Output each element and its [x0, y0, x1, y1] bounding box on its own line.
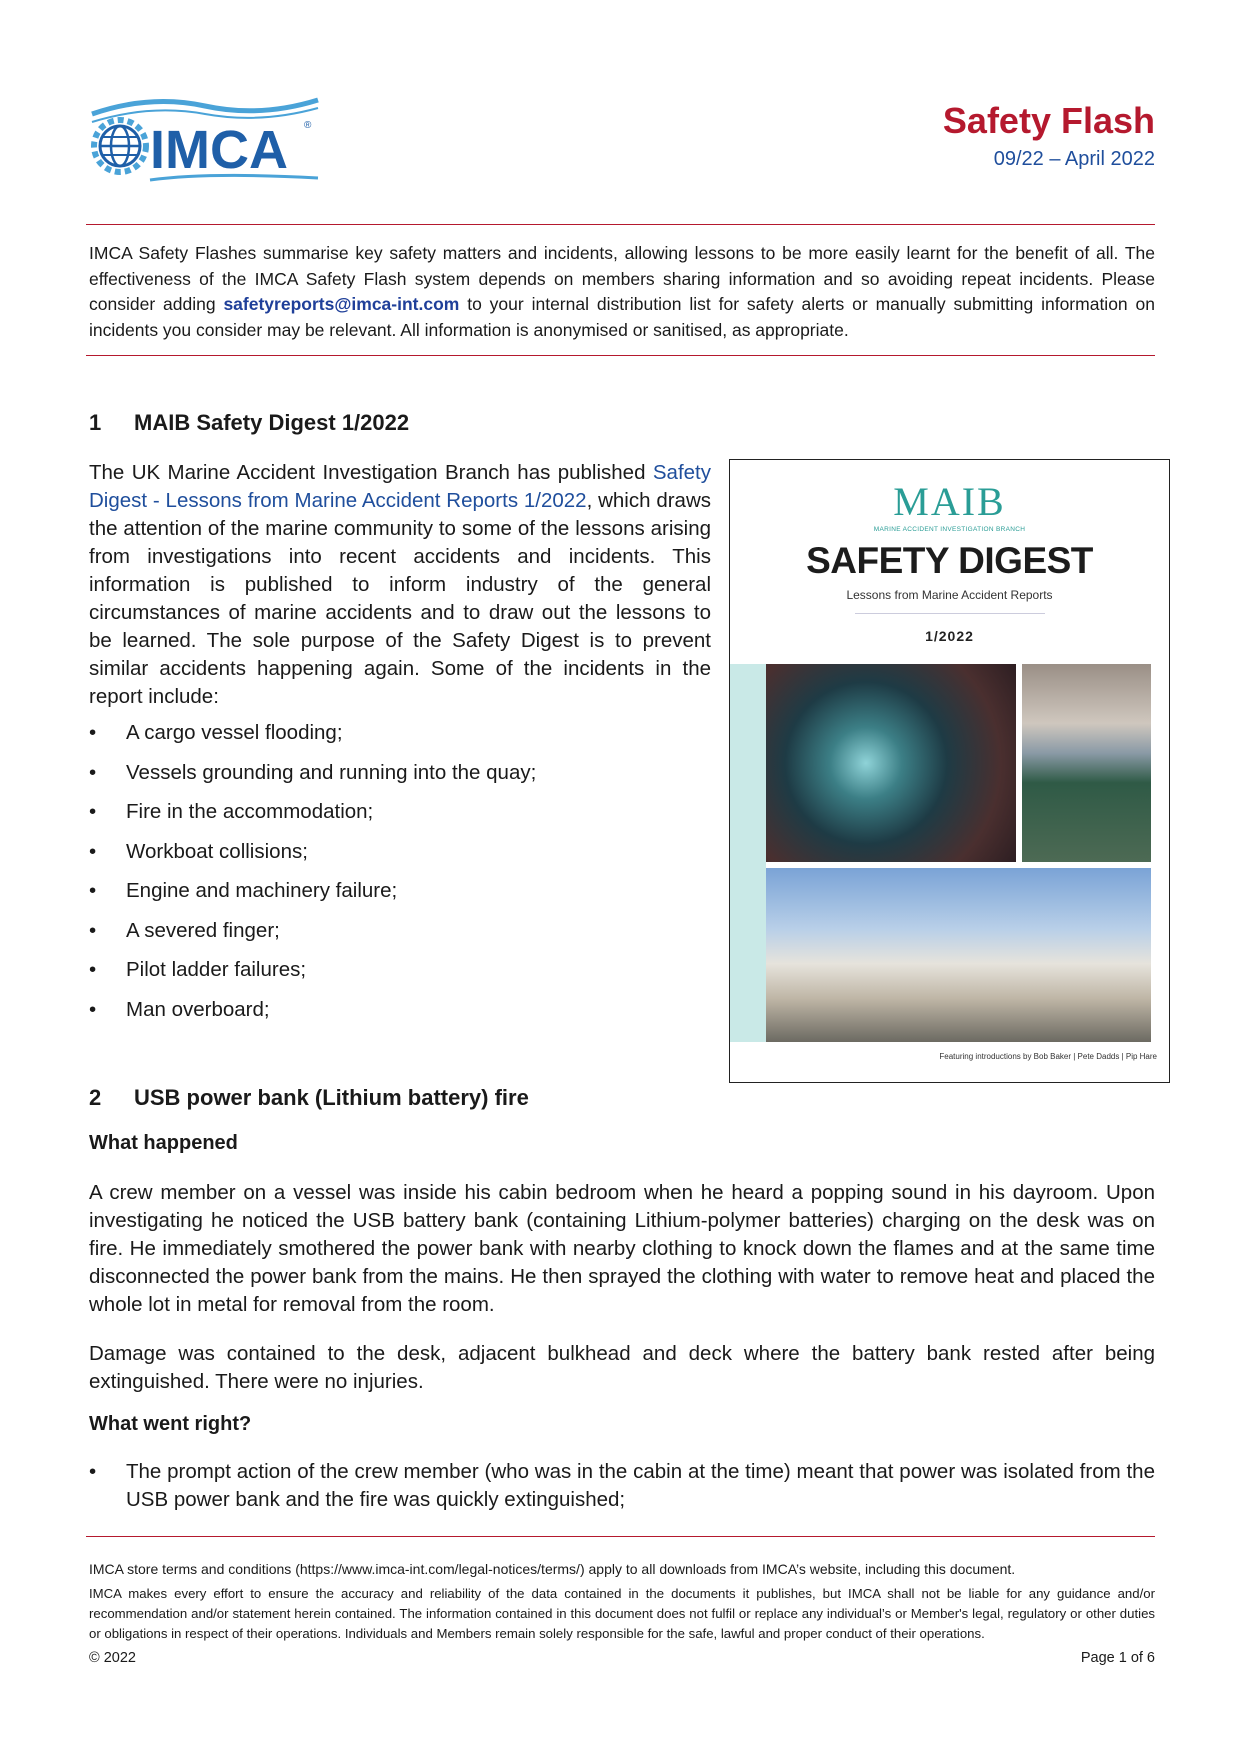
imca-logo	[90, 92, 320, 188]
safety-digest-link[interactable]: Safety Digest - Lessons from Marine Accident Reports 1/2022	[89, 461, 711, 512]
section1-paragraph: The UK Marine Accident Investigation Branch has published Safety Digest - Lessons from Marine Accident Reports 1/2022, which draws the attention of the marine community to some of the lessons arising from investigations into recent accidents and incidents. This information is published to inform industry of the general circumstances of marine accidents and to draw out the lessons to be learned. The sole purpose of the Safety Digest is to prevent similar accidents happening again. Some of the incidents in the report include:	[89, 461, 712, 708]
cover-issue: 1/2022	[925, 628, 974, 644]
list-item: • A cargo vessel flooding;	[89, 719, 536, 759]
cover-subtitle: Lessons from Marine Accident Reports	[846, 588, 1053, 602]
list-item: • A severed finger;	[89, 917, 536, 957]
document-title: Safety Flash	[942, 100, 1155, 141]
list-item: • Pilot ladder failures;	[89, 956, 536, 996]
cover-title: SAFETY DIGEST	[806, 540, 1093, 581]
footer-rule	[86, 1536, 1155, 1537]
cover-teal-strip	[730, 664, 766, 1042]
list-item: • Vessels grounding and running into the quay;	[89, 759, 536, 799]
what-happened-heading: What happened	[89, 1132, 238, 1154]
footer-terms: IMCA store terms and conditions (https://www.imca-int.com/legal-notices/terms/) apply to all downloads from IMCA’s website, including this document.	[89, 1561, 1016, 1577]
cover-photo-bollard	[1022, 664, 1151, 862]
list-item: • Fire in the accommodation;	[89, 798, 536, 838]
what-went-right-heading: What went right?	[89, 1413, 252, 1435]
cover-divider	[855, 613, 1045, 614]
went-right-list	[89, 1458, 1155, 1514]
list-item: • Man overboard;	[89, 996, 536, 1036]
cover-featuring: Featuring introductions by Bob Baker | Pete Dadds | Pip Hare	[939, 1052, 1157, 1061]
what-happened-paragraph: A crew member on a vessel was inside his cabin bedroom when he heard a popping sound in his dayroom. Upon investigating he noticed the USB battery bank (containing Lithium-polymer batteries) charging on the desk was on fire. He immediately smothered the power bank with nearby clothing to knock down the flames and at the same time disconnected the power bank from the mains. He then sprayed the clothing with water to remove heat and placed the whole lot in metal for removal from the room.	[89, 1181, 1155, 1316]
list-item: • The prompt action of the crew member (who was in the cabin at the time) meant that power was isolated from the USB power bank and the fire was quickly extinguished;	[89, 1458, 1155, 1514]
footer-disclaimer: IMCA makes every effort to ensure the accuracy and reliability of the data contained in the documents it publishes, but IMCA shall not be liable for any guidance and/or recommendation and/or statement herein contained. The information contained in this document does not fulfil or replace any individual’s or Member's legal, regulatory or other duties or obligations in respect of their operations. Individuals and Members remain solely responsible for the safe, lawful and proper conduct of their operations.	[89, 1586, 1155, 1641]
section-heading: 2 USB power bank (Lithium battery) fire	[89, 1085, 529, 1110]
copyright: © 2022	[89, 1650, 136, 1666]
list-item: • Workboat collisions;	[89, 838, 536, 878]
logo-text: IMCA	[150, 120, 288, 180]
cover-photo-damaged-yacht	[766, 868, 1151, 1042]
page-number: Page 1 of 6	[1080, 1650, 1155, 1666]
cover-brand-sub: MARINE ACCIDENT INVESTIGATION BRANCH	[873, 526, 1026, 533]
header-rule	[86, 224, 1155, 225]
incident-list	[89, 719, 536, 1035]
cover-brand: MAIB	[893, 479, 1006, 524]
section-heading: 1 MAIB Safety Digest 1/2022	[89, 410, 410, 435]
issue-date: 09/22 – April 2022	[993, 148, 1155, 170]
damage-paragraph: Damage was contained to the desk, adjacent bulkhead and deck where the battery bank rested after being extinguished. There were no injuries.	[89, 1342, 1155, 1393]
intro-rule	[86, 355, 1155, 356]
email-link[interactable]: safetyreports@imca-int.com	[223, 294, 460, 314]
intro-paragraph: IMCA Safety Flashes summarise key safety matters and incidents, allowing lessons to be more easily learnt for the benefit of all. The effectiveness of the IMCA Safety Flash system depends on members sharing information and so avoiding repeat incidents. Please consider adding safetyreports@imca-int.com to your internal distribution list for safety alerts or manually submitting information on incidents you consider may be relevant. All information is anonymised or sanitised, as appropriate.	[89, 243, 1156, 340]
cover-photo-propeller	[766, 664, 1016, 862]
safety-digest-cover-image	[729, 459, 1170, 1083]
svg-text:®: ®	[304, 120, 312, 131]
list-item: • Engine and machinery failure;	[89, 877, 536, 917]
